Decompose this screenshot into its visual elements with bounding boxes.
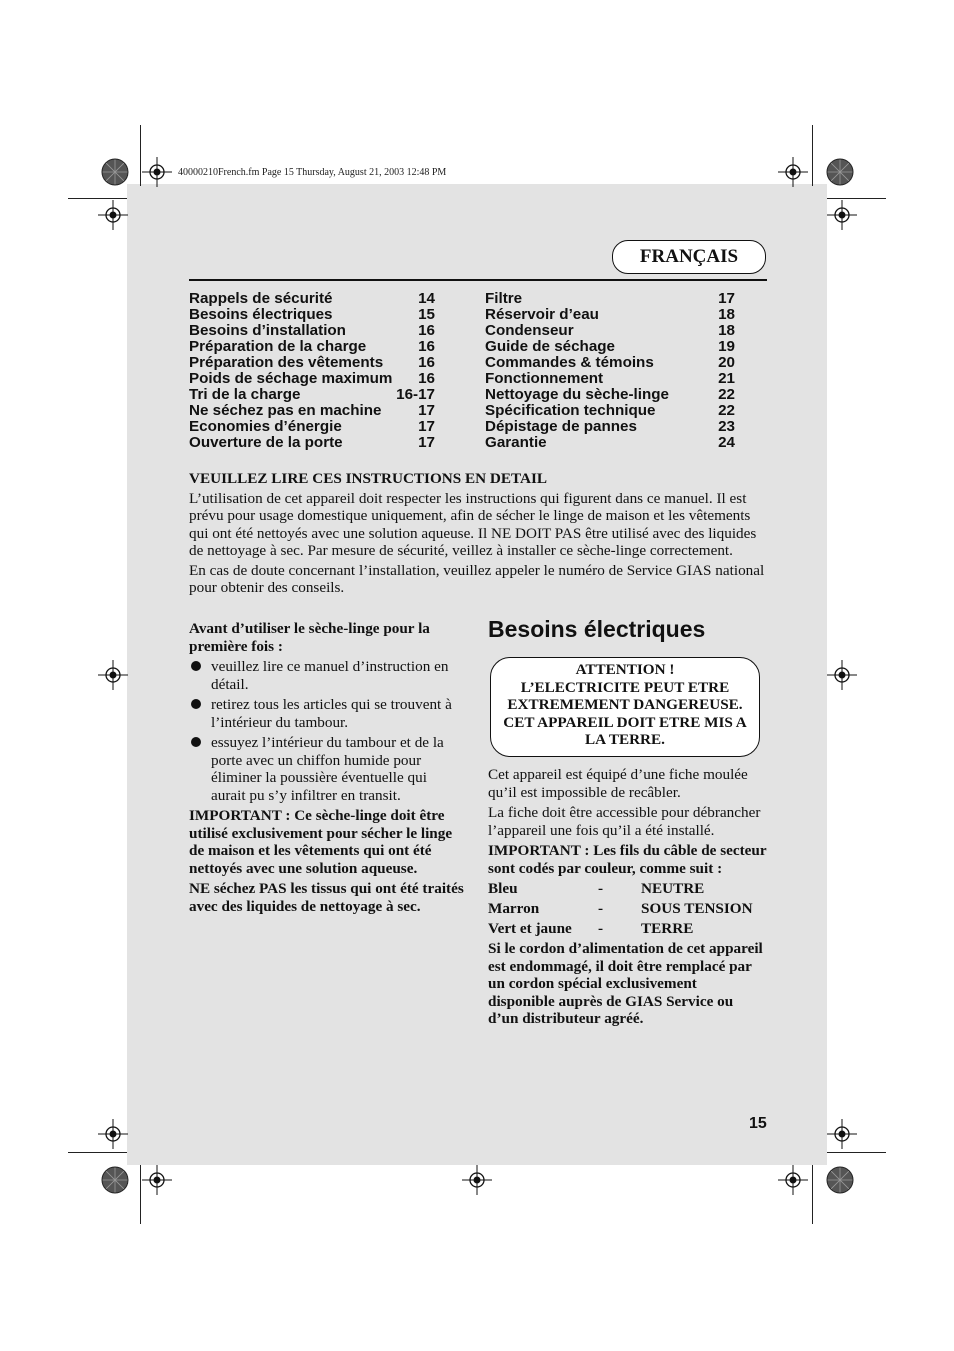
toc-entry-page: 23	[718, 418, 735, 435]
toc-entry-title: Poids de séchage maximum	[189, 370, 393, 387]
toc-entry	[189, 323, 435, 339]
toc-entry	[189, 387, 435, 403]
toc-entry-title: Guide de séchage	[485, 338, 615, 355]
registration-mark-icon	[827, 200, 857, 230]
before-use-list	[189, 658, 465, 804]
toc-entry	[189, 371, 435, 387]
crop-line	[812, 125, 813, 186]
toc-entry-page: 22	[718, 402, 735, 419]
wire-row	[488, 920, 767, 940]
crop-line	[827, 198, 886, 199]
right-column	[488, 766, 767, 1031]
intro-heading: VEUILLEZ LIRE CES INSTRUCTIONS EN DETAIL	[189, 470, 547, 487]
toc-entry-title: Tri de la charge	[189, 386, 301, 403]
toc-entry-page: 24	[718, 434, 735, 451]
registration-mark-icon	[98, 200, 128, 230]
wire-color: Marron	[488, 900, 540, 917]
registration-mark-icon	[98, 1119, 128, 1149]
section-title: Besoins électriques	[488, 616, 706, 642]
toc-entry	[485, 419, 735, 435]
wire-function: NEUTRE	[641, 880, 705, 897]
toc-entry-title: Commandes & témoins	[485, 354, 654, 371]
toc-entry	[485, 435, 735, 451]
crop-line	[812, 1165, 813, 1224]
toc-entry-page: 17	[418, 434, 435, 451]
toc-entry-page: 15	[418, 306, 435, 323]
toc-entry-title: Ouverture de la porte	[189, 434, 343, 451]
bullet-icon	[191, 737, 201, 747]
toc-entry-page: 19	[718, 338, 735, 355]
color-target-icon	[826, 1166, 854, 1194]
toc-entry-page: 20	[718, 354, 735, 371]
intro-paragraph: L’utilisation de cet appareil doit respecter les instructions qui figurent dans ce manuel. Il est prévu pour usage domestique uniquement, afin de sécher le linge de maison et les vêtements qui ont été nettoyés avec une solution aqueuse. Il NE DOIT PAS être utilisé avec des liquides de nettoyage à sec. Par mesure de sécurité, veillez à installer ce sèche-linge correctement.	[189, 489, 757, 559]
bullet-icon	[191, 699, 201, 709]
dry-clean-warning: NE séchez PAS les tissus qui ont été traités avec des liquides de nettoyage à sec.	[189, 880, 464, 915]
cord-replacement-note: Si le cordon d’alimentation de cet appareil est endommagé, il doit être remplacé par un cordon spécial exclusivement disponible auprès de GIAS Service ou d’un distributeur agréé.	[488, 940, 763, 1027]
plug-paragraph: La fiche doit être accessible pour débrancher l’appareil une fois qu’il a été installé.	[488, 804, 761, 839]
wire-color: Bleu	[488, 880, 518, 897]
crop-line	[68, 1152, 127, 1153]
toc-entry-title: Dépistage de pannes	[485, 418, 637, 435]
attention-line: LA TERRE.	[585, 731, 665, 749]
color-target-icon	[101, 1166, 129, 1194]
list-item-text: veuillez lire ce manuel d’instruction en détail.	[211, 658, 449, 693]
registration-mark-icon	[827, 1119, 857, 1149]
toc-entry-page: 16	[418, 338, 435, 355]
bullet-icon	[191, 661, 201, 671]
toc-entry	[485, 339, 735, 355]
crop-line	[140, 125, 141, 186]
toc-entry-title: Garantie	[485, 434, 547, 451]
list-item	[189, 658, 465, 693]
list-item	[189, 696, 465, 731]
intro-paragraph: En cas de doute concernant l’installation, veuillez appeler le numéro de Service GIAS national pour obtenir des conseils.	[189, 561, 765, 596]
wire-dash: -	[598, 920, 604, 937]
toc-entry-page: 17	[418, 418, 435, 435]
toc-entry	[189, 339, 435, 355]
color-target-icon	[101, 158, 129, 186]
toc-entry-page: 14	[418, 290, 435, 307]
toc-entry-title: Réservoir d’eau	[485, 306, 599, 323]
registration-mark-icon	[778, 157, 808, 187]
toc-entry	[485, 307, 735, 323]
toc-entry-title: Economies d’énergie	[189, 418, 342, 435]
toc-entry	[485, 403, 735, 419]
attention-line: CET APPAREIL DOIT ETRE MIS A	[503, 713, 747, 731]
toc-entry-title: Besoins électriques	[189, 306, 333, 323]
attention-line: L’ELECTRICITE PEUT ETRE	[520, 678, 730, 696]
page-number: 15	[749, 1115, 767, 1132]
toc-entry-page: 22	[718, 386, 735, 403]
plug-paragraph: Cet appareil est équipé d’une fiche moulée qu’il est impossible de recâbler.	[488, 766, 748, 801]
intro-section	[189, 470, 767, 599]
toc-entry	[189, 291, 435, 307]
wire-row	[488, 900, 767, 920]
toc-entry-page: 17	[718, 290, 735, 307]
toc-entry	[485, 323, 735, 339]
crop-line	[827, 1152, 886, 1153]
crop-line	[140, 1165, 141, 1224]
toc-entry-title: Filtre	[485, 290, 523, 307]
toc-right-column	[485, 291, 735, 451]
toc-entry	[189, 435, 435, 451]
toc-entry	[485, 355, 735, 371]
toc-entry	[189, 307, 435, 323]
wire-dash: -	[598, 900, 604, 917]
toc-entry-title: Besoins d’installation	[189, 322, 346, 339]
toc-entry-page: 16-17	[396, 386, 435, 403]
color-target-icon	[826, 158, 854, 186]
left-column	[189, 620, 465, 918]
wire-row	[488, 880, 767, 900]
toc-entry-page: 17	[418, 402, 435, 419]
toc-entry	[485, 371, 735, 387]
toc-entry	[485, 291, 735, 307]
toc-entry	[189, 355, 435, 371]
toc-entry-page: 16	[418, 354, 435, 371]
attention-box	[490, 657, 760, 757]
wire-function: SOUS TENSION	[641, 900, 753, 917]
list-item-text: essuyez l’intérieur du tambour et de la porte avec un chiffon humide pour éliminer la poussière éventuelle qui aurait pu s’y infiltrer en transit.	[211, 734, 444, 804]
list-item-text: retirez tous les articles qui se trouvent à l’intérieur du tambour.	[211, 696, 452, 731]
header-rule	[189, 279, 767, 281]
toc-left-column	[189, 291, 435, 451]
registration-mark-icon	[827, 660, 857, 690]
toc-entry	[485, 387, 735, 403]
toc-entry-title: Spécification technique	[485, 402, 656, 419]
list-item	[189, 734, 465, 804]
registration-mark-icon	[462, 1165, 492, 1195]
toc-entry-page: 18	[718, 322, 735, 339]
attention-line: EXTREMEMENT DANGEREUSE.	[507, 696, 743, 714]
toc-entry-title: Préparation de la charge	[189, 338, 367, 355]
toc-entry-page: 16	[418, 370, 435, 387]
toc-entry-title: Fonctionnement	[485, 370, 604, 387]
toc-entry-title: Rappels de sécurité	[189, 290, 333, 307]
important-note: IMPORTANT : Ce sèche-linge doit être utilisé exclusivement pour sécher le linge de maison et les vêtements qui ont été nettoyés avec une solution aqueuse.	[189, 807, 453, 877]
wire-code-intro: IMPORTANT : Les fils du câble de secteur sont codés par couleur, comme suit :	[488, 842, 767, 877]
language-badge: FRANÇAIS	[612, 240, 766, 274]
toc-entry	[189, 403, 435, 419]
toc-entry-title: Préparation des vêtements	[189, 354, 384, 371]
toc-entry	[189, 419, 435, 435]
registration-mark-icon	[142, 157, 172, 187]
toc-entry-title: Condenseur	[485, 322, 574, 339]
file-info-header: 40000210French.fm Page 15 Thursday, August 21, 2003 12:48 PM	[178, 167, 447, 178]
toc-entry-page: 16	[418, 322, 435, 339]
attention-line: ATTENTION !	[575, 661, 675, 678]
wire-function: TERRE	[641, 920, 694, 937]
registration-mark-icon	[142, 1165, 172, 1195]
toc-entry-title: Nettoyage du sèche-linge	[485, 386, 669, 403]
wire-color: Vert et jaune	[488, 920, 572, 937]
registration-mark-icon	[778, 1165, 808, 1195]
toc-entry-page: 21	[718, 370, 735, 387]
wire-dash: -	[598, 880, 604, 897]
crop-line	[68, 198, 127, 199]
before-use-heading: Avant d’utiliser le sèche-linge pour la première fois :	[189, 620, 430, 655]
toc-entry-page: 18	[718, 306, 735, 323]
registration-mark-icon	[98, 660, 128, 690]
toc-entry-title: Ne séchez pas en machine	[189, 402, 382, 419]
